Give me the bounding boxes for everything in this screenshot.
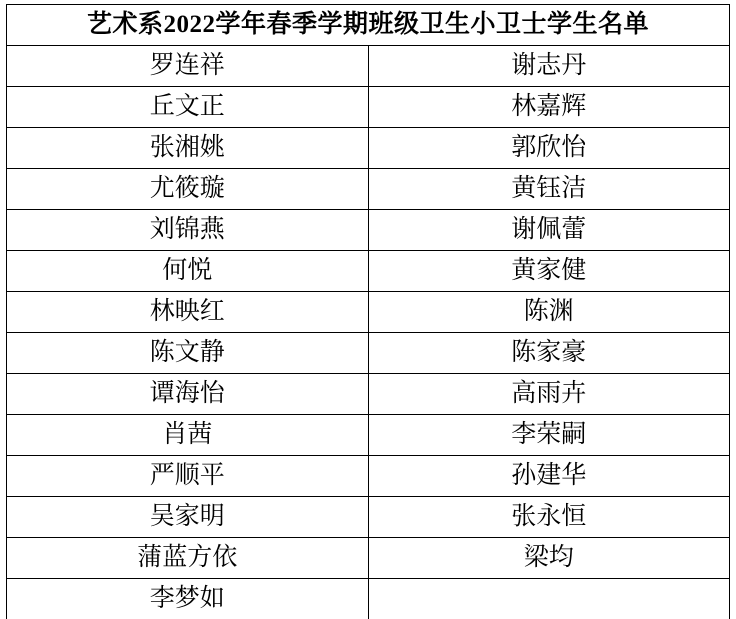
student-name: 刘锦燕 <box>7 210 369 251</box>
table-row <box>7 456 730 497</box>
table-row <box>7 251 730 292</box>
table-row <box>7 169 730 210</box>
student-name: 李梦如 <box>7 579 369 619</box>
student-name: 何悦 <box>7 251 369 292</box>
student-name: 尤筱璇 <box>7 169 369 210</box>
student-name: 黄家健 <box>368 251 730 292</box>
table-row <box>7 538 730 579</box>
table-row <box>7 333 730 374</box>
student-name: 谭海怡 <box>7 374 369 415</box>
student-name: 陈文静 <box>7 333 369 374</box>
student-name: 谢佩蕾 <box>368 210 730 251</box>
student-name: 肖茜 <box>7 415 369 456</box>
document-title: 艺术系2022学年春季学期班级卫生小卫士学生名单 <box>7 5 730 46</box>
student-name: 郭欣怡 <box>368 128 730 169</box>
table-row <box>7 210 730 251</box>
student-name: 丘文正 <box>7 87 369 128</box>
table-row <box>7 46 730 87</box>
table-title-row <box>7 5 730 46</box>
student-name: 孙建华 <box>368 456 730 497</box>
table-row <box>7 292 730 333</box>
table-row <box>7 579 730 619</box>
student-name: 严顺平 <box>7 456 369 497</box>
student-name: 李荣嗣 <box>368 415 730 456</box>
student-name: 高雨卉 <box>368 374 730 415</box>
empty-cell <box>368 579 730 619</box>
student-name: 林映红 <box>7 292 369 333</box>
student-name: 陈渊 <box>368 292 730 333</box>
table-row <box>7 374 730 415</box>
student-name: 黄钰洁 <box>368 169 730 210</box>
student-name: 蒲蓝方依 <box>7 538 369 579</box>
student-name: 林嘉辉 <box>368 87 730 128</box>
student-name: 罗连祥 <box>7 46 369 87</box>
student-name: 梁均 <box>368 538 730 579</box>
student-name: 吴家明 <box>7 497 369 538</box>
student-name: 张永恒 <box>368 497 730 538</box>
student-name: 陈家豪 <box>368 333 730 374</box>
table-row <box>7 87 730 128</box>
student-name: 张湘姚 <box>7 128 369 169</box>
table-body <box>7 5 730 619</box>
student-name: 谢志丹 <box>368 46 730 87</box>
table-row <box>7 128 730 169</box>
table-row <box>7 497 730 538</box>
student-roster-table <box>6 4 730 619</box>
table-row <box>7 415 730 456</box>
